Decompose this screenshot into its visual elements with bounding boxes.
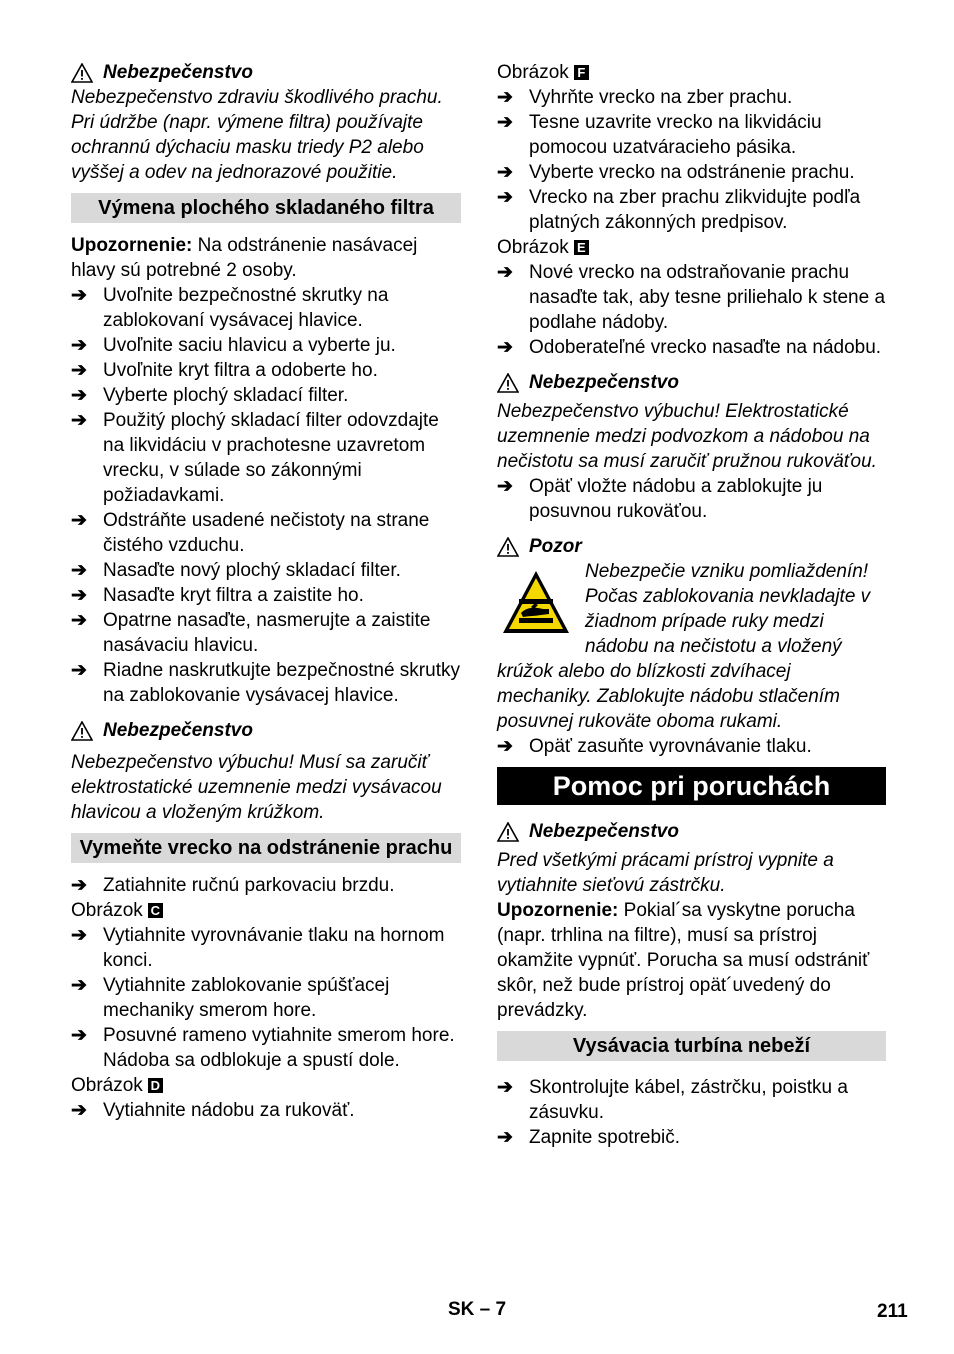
note xyxy=(71,233,461,283)
arrow-right-icon: ➔ xyxy=(497,1077,513,1098)
list-item-text: Uvoľnite kryt filtra a odoberte ho. xyxy=(103,360,378,381)
note-label: Upozornenie: xyxy=(497,900,619,921)
warning-triangle-icon xyxy=(71,721,93,741)
warning-heading xyxy=(497,370,886,395)
note-text: Pokial´sa vyskytne porucha (napr. trhlina na filtre), musí sa prístroj okamžite vypnúť. Porucha sa musí odstrániť skôr, než bude prístroj opät´uvedený do prevádzky. xyxy=(497,900,870,1021)
warning-heading xyxy=(497,819,886,844)
arrow-right-icon: ➔ xyxy=(497,337,513,358)
list-item xyxy=(497,734,886,759)
arrow-right-icon: ➔ xyxy=(71,410,87,431)
list-item-text: Použitý plochý skladací filter odovzdajte na likvidáciu v prachotesne uzavretom vrecku, v súlade so zákonnými požiadavkami. xyxy=(103,410,439,506)
arrow-right-icon: ➔ xyxy=(71,585,87,606)
warning-heading xyxy=(71,60,461,85)
list-item xyxy=(71,508,461,558)
section-title: Vymeňte vrecko na odstránenie prachu xyxy=(71,833,461,863)
arrow-right-icon: ➔ xyxy=(497,1127,513,1148)
list-item xyxy=(497,1075,886,1125)
warning-text: Nebezpečenstvo výbuchu! Elektrostatické uzemnenie medzi podvozkom a nádobou na nečistotu sa musí zaručiť pružnou rukoväťou. xyxy=(497,401,877,472)
warning-triangle-icon xyxy=(71,63,93,83)
step-list xyxy=(497,734,886,759)
list-item-text: Opäť zasuňte vyrovnávanie tlaku. xyxy=(529,736,812,757)
arrow-right-icon: ➔ xyxy=(71,1025,87,1046)
arrow-right-icon: ➔ xyxy=(71,335,87,356)
figure-letter: E xyxy=(574,240,589,255)
arrow-right-icon: ➔ xyxy=(71,385,87,406)
list-item xyxy=(71,1023,461,1073)
note-label: Upozornenie: xyxy=(71,235,193,256)
arrow-right-icon: ➔ xyxy=(71,1100,87,1121)
list-item: ➔ Zatiahnite ručnú parkovaciu brzdu. xyxy=(71,875,395,896)
section-title: Vysávacia turbína nebeží xyxy=(497,1031,886,1061)
list-item xyxy=(71,923,461,973)
caution-title: Pozor xyxy=(529,536,582,557)
step-list xyxy=(497,260,886,360)
note-text: Na odstránenie nasávacej hlavy sú potrebné 2 osoby. xyxy=(71,235,418,281)
list-item-text: Vrecko na zber prachu zlikvidujte podľa platných zákonných predpisov. xyxy=(529,187,861,233)
figure-letter: C xyxy=(148,903,163,918)
list-item xyxy=(497,260,886,335)
list-item-text: Nasaďte nový plochý skladací filter. xyxy=(103,560,401,581)
warning-title: Nebezpečenstvo xyxy=(529,372,679,393)
list-item xyxy=(71,1098,461,1123)
arrow-right-icon: ➔ xyxy=(497,736,513,757)
step-list xyxy=(71,283,461,708)
list-item xyxy=(497,110,886,160)
list-item-text: Zapnite spotrebič. xyxy=(529,1127,681,1148)
figure-reference: Obrázok D xyxy=(71,1073,461,1098)
figure-reference: Obrázok C xyxy=(71,898,461,923)
warning-triangle-icon xyxy=(497,537,519,557)
warning-text: Nebezpečenstvo zdraviu škodlivého prachu. Pri údržbe (napr. výmene filtra) používajte ochrannú dýchaciu masku triedy P2 alebo vyššej a odev na jednorazové použitie. xyxy=(71,87,443,183)
list-item xyxy=(71,333,461,358)
step-list xyxy=(497,85,886,235)
caution-heading xyxy=(497,534,886,559)
warning-title: Nebezpečenstvo xyxy=(103,720,253,741)
arrow-right-icon: ➔ xyxy=(71,560,87,581)
list-item-text: Vytiahnite zablokovanie spúšťacej mechaniky smerom hore. xyxy=(103,975,390,1021)
list-item-text: Vyberte vrecko na odstránenie prachu. xyxy=(529,162,855,183)
right-column xyxy=(497,60,886,1150)
left-column xyxy=(71,60,461,1123)
list-item-text: Nové vrecko na odstraňovanie prachu nasaďte tak, aby tesne priliehalo k stene a podlahe nádoby. xyxy=(529,262,886,333)
figure-reference: Obrázok E xyxy=(497,235,886,260)
arrow-right-icon: ➔ xyxy=(71,360,87,381)
hand-crush-hazard-icon xyxy=(501,569,571,635)
arrow-right-icon: ➔ xyxy=(497,87,513,108)
list-item-text: Vytiahnite nádobu za rukoväť. xyxy=(103,1100,355,1121)
list-item xyxy=(497,85,886,110)
step-list xyxy=(71,1098,461,1123)
list-item xyxy=(71,383,461,408)
arrow-right-icon: ➔ xyxy=(497,476,513,497)
list-item xyxy=(71,558,461,583)
list-item-text: Odstráňte usadené nečistoty na strane čistého vzduchu. xyxy=(103,510,430,556)
arrow-right-icon: ➔ xyxy=(71,610,87,631)
warning-triangle-icon xyxy=(497,373,519,393)
list-item-text: Opäť vložte nádobu a zablokujte ju posuvnou rukoväťou. xyxy=(529,476,823,522)
list-item xyxy=(497,160,886,185)
warning-title: Nebezpečenstvo xyxy=(103,62,253,83)
arrow-right-icon: ➔ xyxy=(71,660,87,681)
list-item-text: Vytiahnite vyrovnávanie tlaku na hornom konci. xyxy=(103,925,445,971)
list-item-text: Vyhrňte vrecko na zber prachu. xyxy=(529,87,793,108)
footer-language-page: SK – 7 xyxy=(448,1299,507,1320)
warning-text: Pred všetkými prácami prístroj vypnite a vytiahnite sieťovú zástrčku. xyxy=(497,850,834,896)
list-item xyxy=(497,185,886,235)
caution-block xyxy=(497,559,886,734)
list-item xyxy=(71,358,461,383)
warning-title: Nebezpečenstvo xyxy=(529,821,679,842)
list-item xyxy=(71,408,461,508)
list-item xyxy=(71,658,461,708)
step-list xyxy=(71,923,461,1073)
arrow-right-icon: ➔ xyxy=(71,975,87,996)
step-list xyxy=(497,1075,886,1150)
list-item xyxy=(497,335,886,360)
list-item-text: Vyberte plochý skladací filter. xyxy=(103,385,349,406)
warning-text: Nebezpečenstvo výbuchu! Musí sa zaručiť elektrostatické uzemnenie medzi vysávacou hlavicou a vloženým krúžkom. xyxy=(71,752,442,823)
list-item-text: Nasaďte kryt filtra a zaistite ho. xyxy=(103,585,364,606)
arrow-right-icon: ➔ xyxy=(497,262,513,283)
list-item xyxy=(497,1125,886,1150)
page-number: 211 xyxy=(877,1301,908,1322)
arrow-right-icon: ➔ xyxy=(497,112,513,133)
list-item-text: Riadne naskrutkujte bezpečnostné skrutky na zablokovanie vysávacej hlavice. xyxy=(103,660,460,706)
arrow-right-icon: ➔ xyxy=(497,187,513,208)
arrow-right-icon: ➔ xyxy=(71,925,87,946)
step-list xyxy=(497,474,886,524)
section-title: Výmena plochého skladaného filtra xyxy=(71,193,461,223)
arrow-right-icon: ➔ xyxy=(71,285,87,306)
figure-letter: F xyxy=(574,65,589,80)
list-item xyxy=(71,973,461,1023)
list-item xyxy=(71,583,461,608)
list-item-text: Skontrolujte kábel, zástrčku, poistku a zásuvku. xyxy=(529,1077,848,1123)
list-item xyxy=(71,283,461,333)
arrow-right-icon: ➔ xyxy=(71,510,87,531)
list-item-text: Opatrne nasaďte, nasmerujte a zaistite nasávaciu hlavicu. xyxy=(103,610,431,656)
list-item-text: Posuvné rameno vytiahnite smerom hore. Nádoba sa odblokuje a spustí dole. xyxy=(103,1025,455,1071)
figure-letter: D xyxy=(148,1078,163,1093)
chapter-title: Pomoc pri poruchách xyxy=(497,767,886,805)
list-item-text: Tesne uzavrite vrecko na likvidáciu pomocou uzatváracieho pásika. xyxy=(529,112,822,158)
list-item-text: Uvoľnite saciu hlavicu a vyberte ju. xyxy=(103,335,396,356)
list-item xyxy=(71,608,461,658)
arrow-right-icon: ➔ xyxy=(71,875,87,896)
warning-triangle-icon xyxy=(497,822,519,842)
arrow-right-icon: ➔ xyxy=(497,162,513,183)
list-item xyxy=(497,474,886,524)
warning-heading xyxy=(71,718,461,743)
list-item-text: Uvoľnite bezpečnostné skrutky na zablokovaní vysávacej hlavice. xyxy=(103,285,389,331)
step-list xyxy=(71,873,461,898)
note xyxy=(497,898,886,1023)
caution-text: Nebezpečie vzniku pomliaždenín! Počas zablokovania nevkladajte v žiadnom prípade ruky medzi nádobu na nečistotu a vložený krúžok alebo do blízkosti zdvíhacej mechaniky. Zablokujte nádobu stlačením posuvnej rukoväte oboma rukami. xyxy=(497,561,871,732)
list-item-text: Odoberateľné vrecko nasaďte na nádobu. xyxy=(529,337,882,358)
figure-reference: Obrázok F xyxy=(497,60,886,85)
